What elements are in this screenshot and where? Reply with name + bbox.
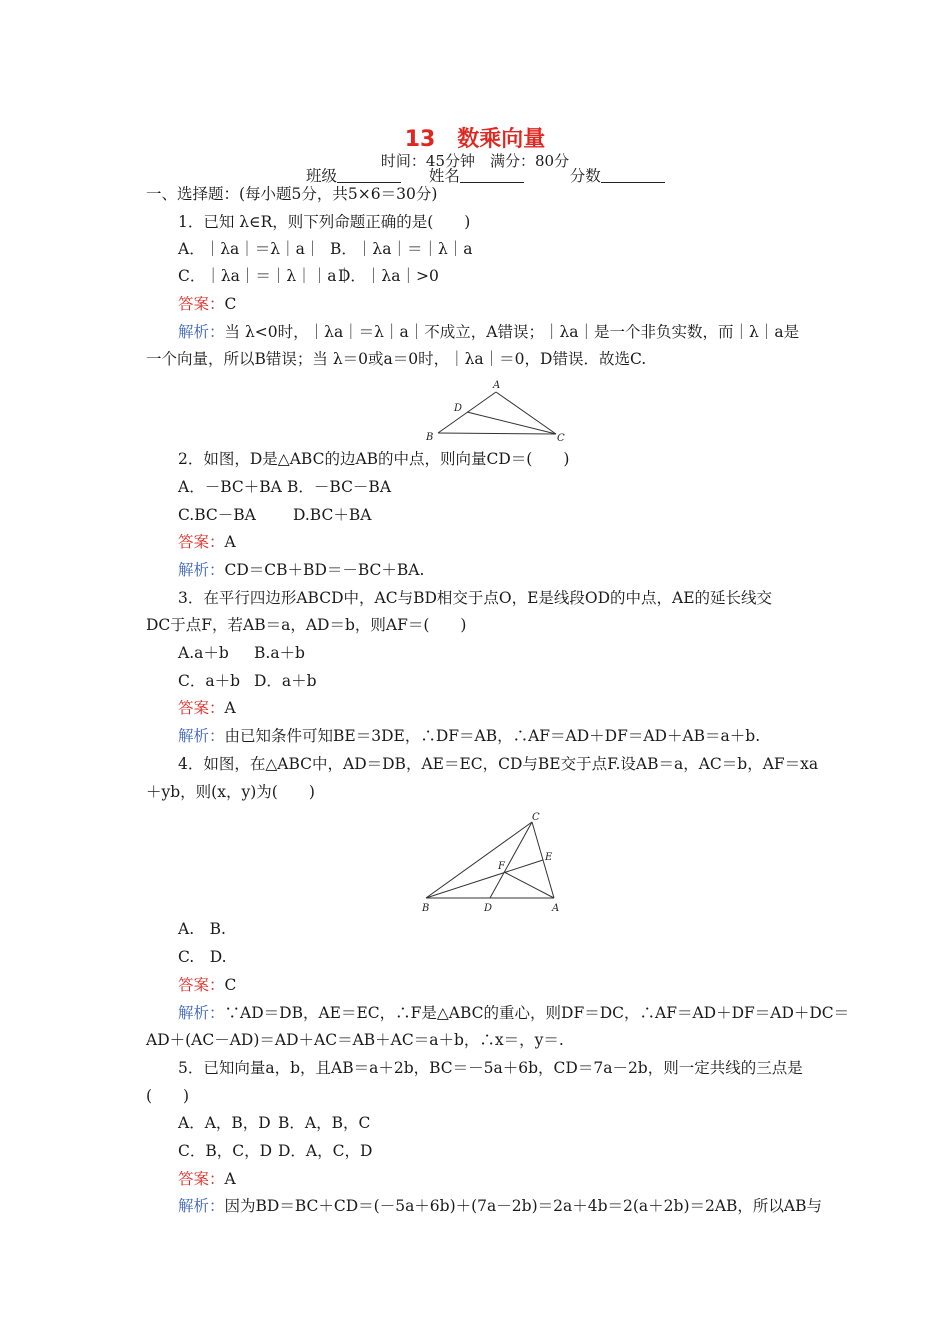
- fig2-edge-bc: [426, 822, 532, 898]
- q4-options-ab: A. B.: [178, 920, 226, 938]
- q4-answer: [178, 975, 236, 995]
- q2-stem: 2．如图，D是△ABC的边AB的中点，则向量CD＝( ): [178, 450, 570, 468]
- q1-option-c: C．｜λa｜＝｜λ｜｜a｜: [178, 267, 352, 285]
- q5-explanation-1: [178, 1196, 822, 1216]
- section-heading: 一、选择题：(每小题5分，共5×6＝30分): [146, 185, 438, 203]
- name-label: 姓名: [428, 167, 460, 185]
- q3-option-a: A.a＋b: [178, 644, 229, 662]
- q2-explanation-1: [178, 560, 424, 580]
- answer-value: A: [224, 1170, 236, 1188]
- fig1-segment-cd: [467, 412, 556, 434]
- q5-answer: [178, 1169, 236, 1189]
- q3-answer: [178, 698, 236, 718]
- explanation-label: 解析：: [178, 561, 225, 579]
- q1-option-a: A．｜λa｜＝λ｜a｜: [178, 240, 321, 258]
- q4-explanation-2: AD＋(AC－AD)＝AD＋AC＝AB＋AC＝a＋b，∴x＝，y＝.: [146, 1031, 564, 1049]
- score-blank: [601, 168, 665, 183]
- q3-stem-1: 3．在平行四边形ABCD中，AC与BD相交于点O，E是线段OD的中点，AE的延长线交: [178, 589, 773, 607]
- fig2-segment-be: [426, 860, 543, 898]
- fig1-label-a: A: [493, 380, 501, 391]
- q2-option-a: A．－BC＋BA: [178, 478, 282, 496]
- q2-option-d: D.BC＋BA: [293, 506, 372, 524]
- q3-option-b: B.a＋b: [254, 644, 305, 662]
- answer-label: 答案：: [178, 533, 225, 551]
- class-blank: [337, 168, 401, 183]
- fig2-label-d: D: [484, 903, 493, 914]
- q1-answer: [178, 294, 236, 314]
- q4-stem-2: ＋yb，则(x，y)为( ): [146, 783, 315, 801]
- q1-option-b: B．｜λa｜＝｜λ｜a: [330, 240, 473, 258]
- fig1-edge-bc: [438, 433, 556, 434]
- fig2-label-f: F: [498, 861, 505, 872]
- answer-value: A: [224, 533, 236, 551]
- q2-option-b: B．－BC－BA: [287, 478, 392, 496]
- answer-value: C: [224, 976, 237, 994]
- q1-explanation-1: [178, 322, 799, 342]
- answer-value: C: [224, 295, 237, 313]
- answer-value: A: [224, 699, 236, 717]
- q2-option-c: C.BC－BA: [178, 506, 256, 524]
- explanation-label: 解析：: [178, 727, 225, 745]
- explanation-label: 解析：: [178, 1197, 225, 1215]
- q1-option-d: D．｜λa｜>0: [338, 267, 439, 285]
- fig2-label-e: E: [545, 852, 553, 863]
- page-title: 13 数乘向量: [404, 127, 546, 152]
- fig2-segment-fa: [504, 872, 554, 898]
- fig1-label-c: C: [557, 433, 565, 444]
- explanation-text: 因为BD＝BC＋CD＝(－5a＋6b)＋(7a－2b)＝2a＋4b＝2(a＋2b)＝2AB，所以AB与: [224, 1197, 823, 1215]
- q1-explanation-2: 一个向量，所以B错误；当 λ＝0或a＝0时，｜λa｜＝0，D错误．故选C.: [146, 350, 647, 368]
- score-label: 分数: [569, 167, 601, 185]
- fig2-label-a: A: [552, 903, 560, 914]
- fig2-segment-dc: [490, 822, 532, 898]
- q5-option-d: D．A，C，D: [278, 1142, 373, 1160]
- answer-label: 答案：: [178, 976, 225, 994]
- q4-options-cd: C. D.: [178, 948, 227, 966]
- explanation-label: 解析：: [178, 323, 225, 341]
- fig2-label-b: B: [422, 903, 430, 914]
- q2-answer: [178, 532, 236, 552]
- explanation-text: CD＝CB＋BD＝－BC＋BA.: [224, 561, 425, 579]
- q4-explanation-1: [178, 1003, 849, 1023]
- q5-option-b: B．A，B，C: [278, 1114, 371, 1132]
- q3-stem-2: DC于点F，若AB＝a，AD＝b，则AF＝( ): [146, 616, 467, 634]
- explanation-text: 由已知条件可知BE＝3DE，∴DF＝AB，∴AF＝AD＋DF＝AD＋AB＝a＋b.: [224, 727, 761, 745]
- figure-triangle-abc-d: [420, 378, 570, 444]
- q5-option-a: A．A，B，D: [178, 1114, 271, 1132]
- exam-meta: 时间：45分钟 满分：80分: [380, 152, 570, 170]
- name-blank: [460, 168, 524, 183]
- q5-option-c: C．B，C，D: [178, 1142, 273, 1160]
- figure-triangle-centroid: [416, 810, 576, 916]
- answer-label: 答案：: [178, 699, 225, 717]
- fig1-label-b: B: [426, 432, 434, 443]
- explanation-text: 当 λ<0时，｜λa｜＝λ｜a｜不成立，A错误；｜λa｜是一个非负实数，而｜λ｜a是: [224, 323, 800, 341]
- student-info-line: [306, 166, 665, 186]
- q1-stem: 1．已知 λ∈R，则下列命题正确的是( ): [178, 213, 471, 231]
- q3-option-d: D．a＋b: [254, 672, 317, 690]
- fig1-edge-ac: [496, 392, 556, 434]
- fig1-label-d: D: [454, 403, 463, 414]
- answer-label: 答案：: [178, 1170, 225, 1188]
- fig2-label-c: C: [532, 812, 540, 823]
- q4-stem-1: 4．如图，在△ABC中，AD＝DB，AE＝EC，CD与BE交于点F.设AB＝a，AC＝b，AF＝xa: [178, 755, 819, 773]
- q3-explanation-1: [178, 726, 760, 746]
- class-label: 班级: [306, 167, 338, 185]
- explanation-text: ∵AD＝DB，AE＝EC，∴F是△ABC的重心，则DF＝DC，∴AF＝AD＋DF＝AD＋DC＝: [224, 1004, 850, 1022]
- q3-option-c: C．a＋b: [178, 672, 241, 690]
- q5-stem-1: 5．已知向量a，b，且AB＝a＋2b，BC＝－5a＋6b，CD＝7a－2b，则一定共线的三点是: [178, 1059, 803, 1077]
- explanation-label: 解析：: [178, 1004, 225, 1022]
- answer-label: 答案：: [178, 295, 225, 313]
- q5-stem-2: ( ): [146, 1087, 190, 1105]
